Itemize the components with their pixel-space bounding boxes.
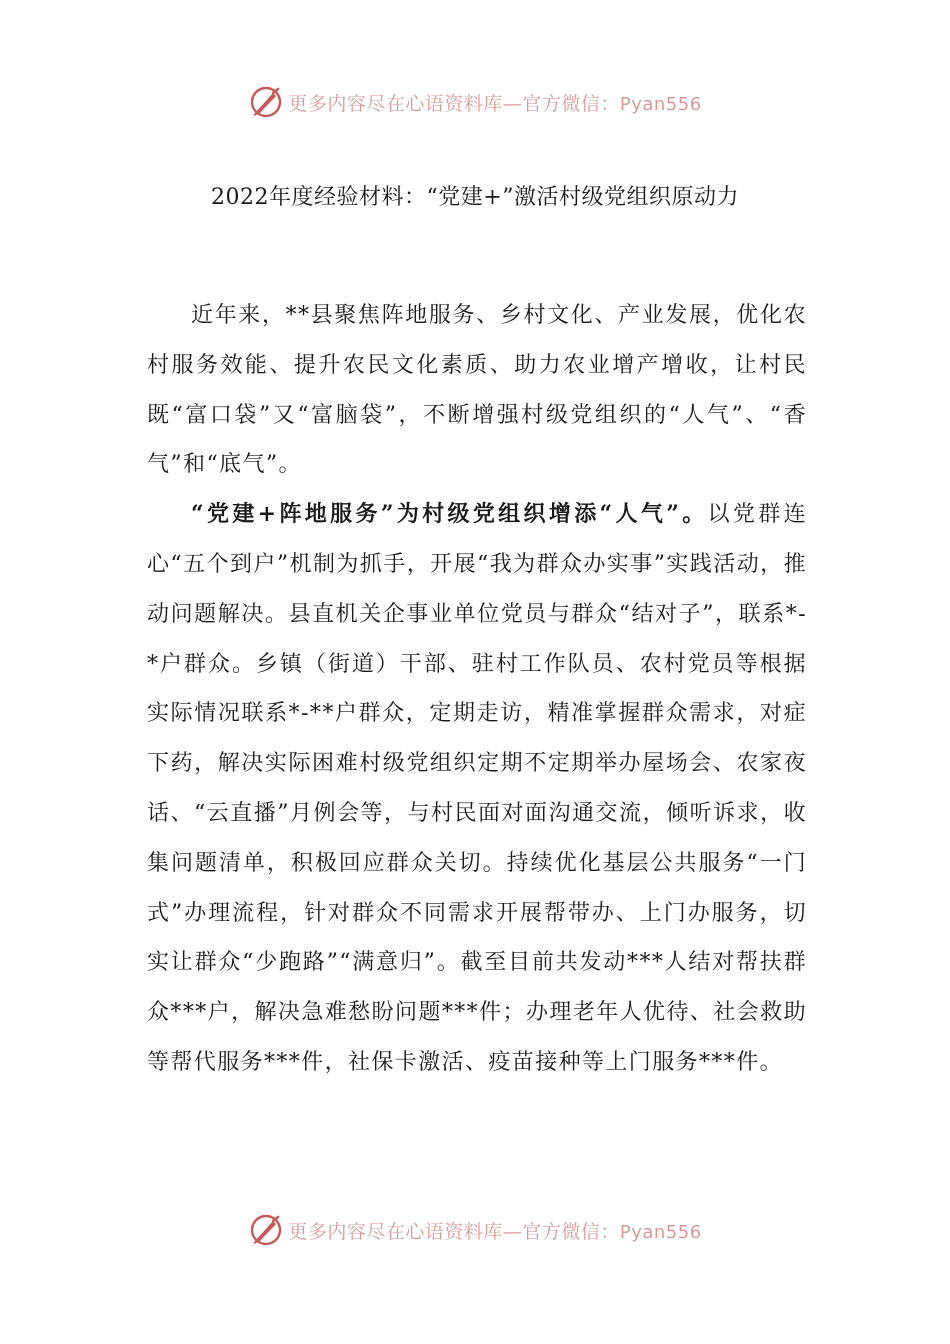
watermark-wechat-id: Pyan556 xyxy=(619,1221,702,1243)
section-heading-1: “党建+阵地服务”为村级党组织增添“人气”。 xyxy=(191,501,708,528)
intro-text: 近年来，**县聚焦阵地服务、乡村文化、产业发展，优化农村服务效能、提升农民文化素质、助力农业增产增收，让村民既“富口袋”又“富脑袋”，不断增强村级党组织的“人气”、“香气”和“底气”。 xyxy=(147,303,807,478)
watermark-text-cn: 更多内容尽在心语资料库—官方微信： xyxy=(288,92,620,115)
watermark-banner-bottom xyxy=(0,1208,950,1252)
document-body xyxy=(147,291,807,1088)
watermark-text xyxy=(288,1217,701,1244)
pen-logo-icon xyxy=(248,84,284,120)
watermark-banner-top xyxy=(0,80,950,124)
pen-logo-icon xyxy=(248,1212,284,1248)
watermark-wechat-id: Pyan556 xyxy=(619,93,702,115)
watermark-text xyxy=(288,89,701,116)
section-paragraph-1 xyxy=(147,490,807,1088)
watermark-text-cn: 更多内容尽在心语资料库—官方微信： xyxy=(288,1220,620,1243)
intro-paragraph xyxy=(147,291,807,490)
section-text-1: 以党群连心“五个到户”机制为抓手，开展“我为群众办实事”实践活动，推动问题解决。县直机关企事业单位党员与群众“结对子”，联系*-*户群众。乡镇（街道）干部、驻村工作队员、农村党员等根据实际情况联系*-**户群众，定期走访，精准掌握群众需求，对症下药，解决实际困难村级党组织定期不定期举办屋场会、农家夜话、“云直播”月例会等，与村民面对面沟通交流，倾听诉求，收集问题清单，积极回应群众关切。持续优化基层公共服务“一门式”办理流程，针对群众不同需求开展帮带办、上门办服务，切实让群众“少跑路”“满意归”。截至目前共发动***人结对帮扶群众***户，解决急难愁盼问题***件；办理老年人优待、社会救助等帮代服务***件，社保卡激活、疫苗接种等上门服务***件。 xyxy=(147,502,807,1075)
document-title: 2022年度经验材料：“党建+”激活村级党组织原动力 xyxy=(211,185,739,210)
